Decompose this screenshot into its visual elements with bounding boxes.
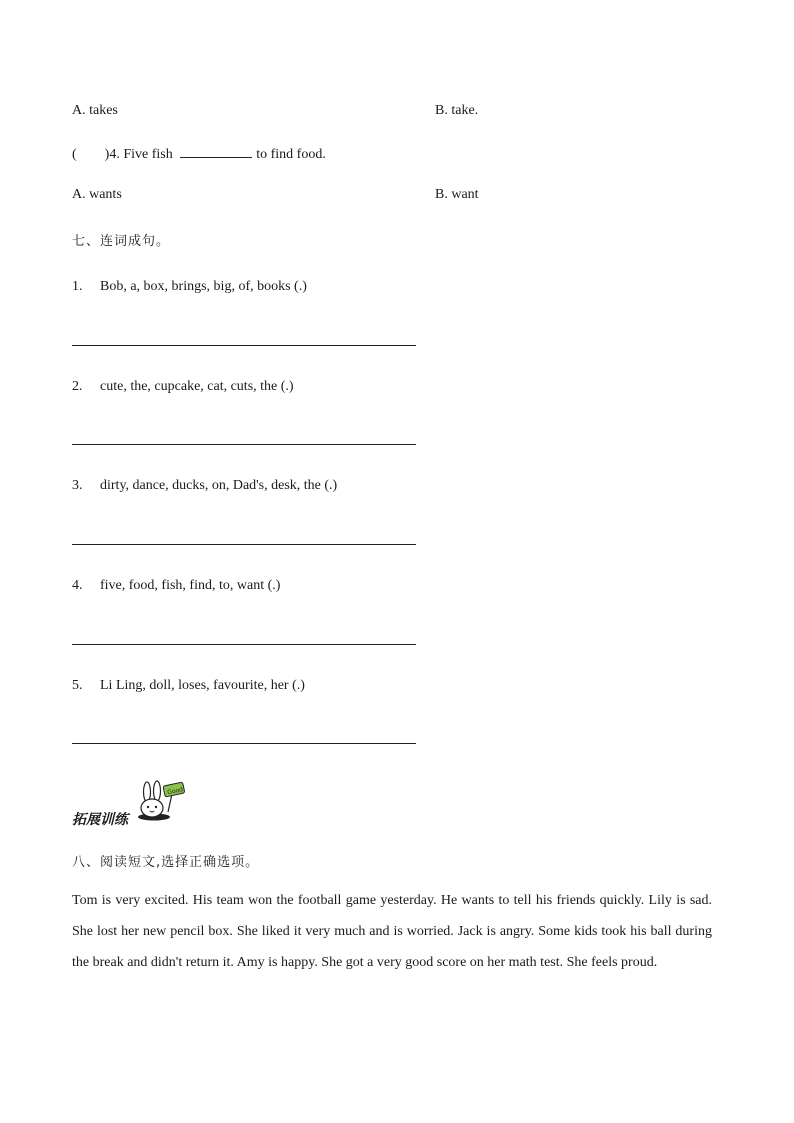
sentence-number: 5. <box>72 678 83 693</box>
sentence-words: cute, the, cupcake, cat, cuts, the (.) <box>100 379 294 394</box>
sentence-3 <box>72 478 337 494</box>
answer-line-3[interactable] <box>72 544 416 545</box>
answer-line-2[interactable] <box>72 444 416 445</box>
sentence-number: 4. <box>72 578 83 593</box>
q4-tail: to find food. <box>256 147 326 162</box>
question-4 <box>72 145 326 163</box>
sentence-words: Li Ling, doll, loses, favourite, her (.) <box>100 678 305 693</box>
sentence-number: 2. <box>72 379 83 394</box>
sentence-4 <box>72 578 280 594</box>
extension-title: 拓展训练 <box>72 812 128 828</box>
section-8-title: 八、阅读短文,选择正确选项。 <box>72 855 260 870</box>
bunny-icon <box>134 780 190 822</box>
q4-blank[interactable] <box>180 145 252 158</box>
sentence-words: Bob, a, box, brings, big, of, books (.) <box>100 279 307 294</box>
badge-text: Good! <box>166 785 187 797</box>
q3-option-a: A. takes <box>72 103 118 118</box>
sentence-number: 1. <box>72 279 83 294</box>
q4-stem: )4. Five fish <box>104 147 173 162</box>
answer-line-5[interactable] <box>72 743 416 744</box>
answer-line-1[interactable] <box>72 345 416 346</box>
section-7-title: 七、连词成句。 <box>72 234 171 249</box>
sentence-2 <box>72 379 294 395</box>
q3-option-b: B. take. <box>435 103 479 118</box>
answer-line-4[interactable] <box>72 644 416 645</box>
sentence-words: dirty, dance, ducks, on, Dad's, desk, the (.) <box>100 478 338 493</box>
q4-option-b: B. want <box>435 187 479 202</box>
sentence-5 <box>72 678 305 694</box>
q4-option-a: A. wants <box>72 187 122 202</box>
q4-paren-open: ( <box>72 147 77 162</box>
reading-passage: Tom is very excited. His team won the football game yesterday. He wants to tell his friends quickly. Lily is sad. She lost her new pencil box. She liked it very much and is worried. Jack is angry. Some kids took his ball during the break and didn't return it. Amy is happy. She got a very good score on her math test. She feels proud. <box>72 893 712 970</box>
sentence-1 <box>72 279 307 295</box>
sentence-number: 3. <box>72 478 83 493</box>
sentence-words: five, food, fish, find, to, want (.) <box>100 578 281 593</box>
